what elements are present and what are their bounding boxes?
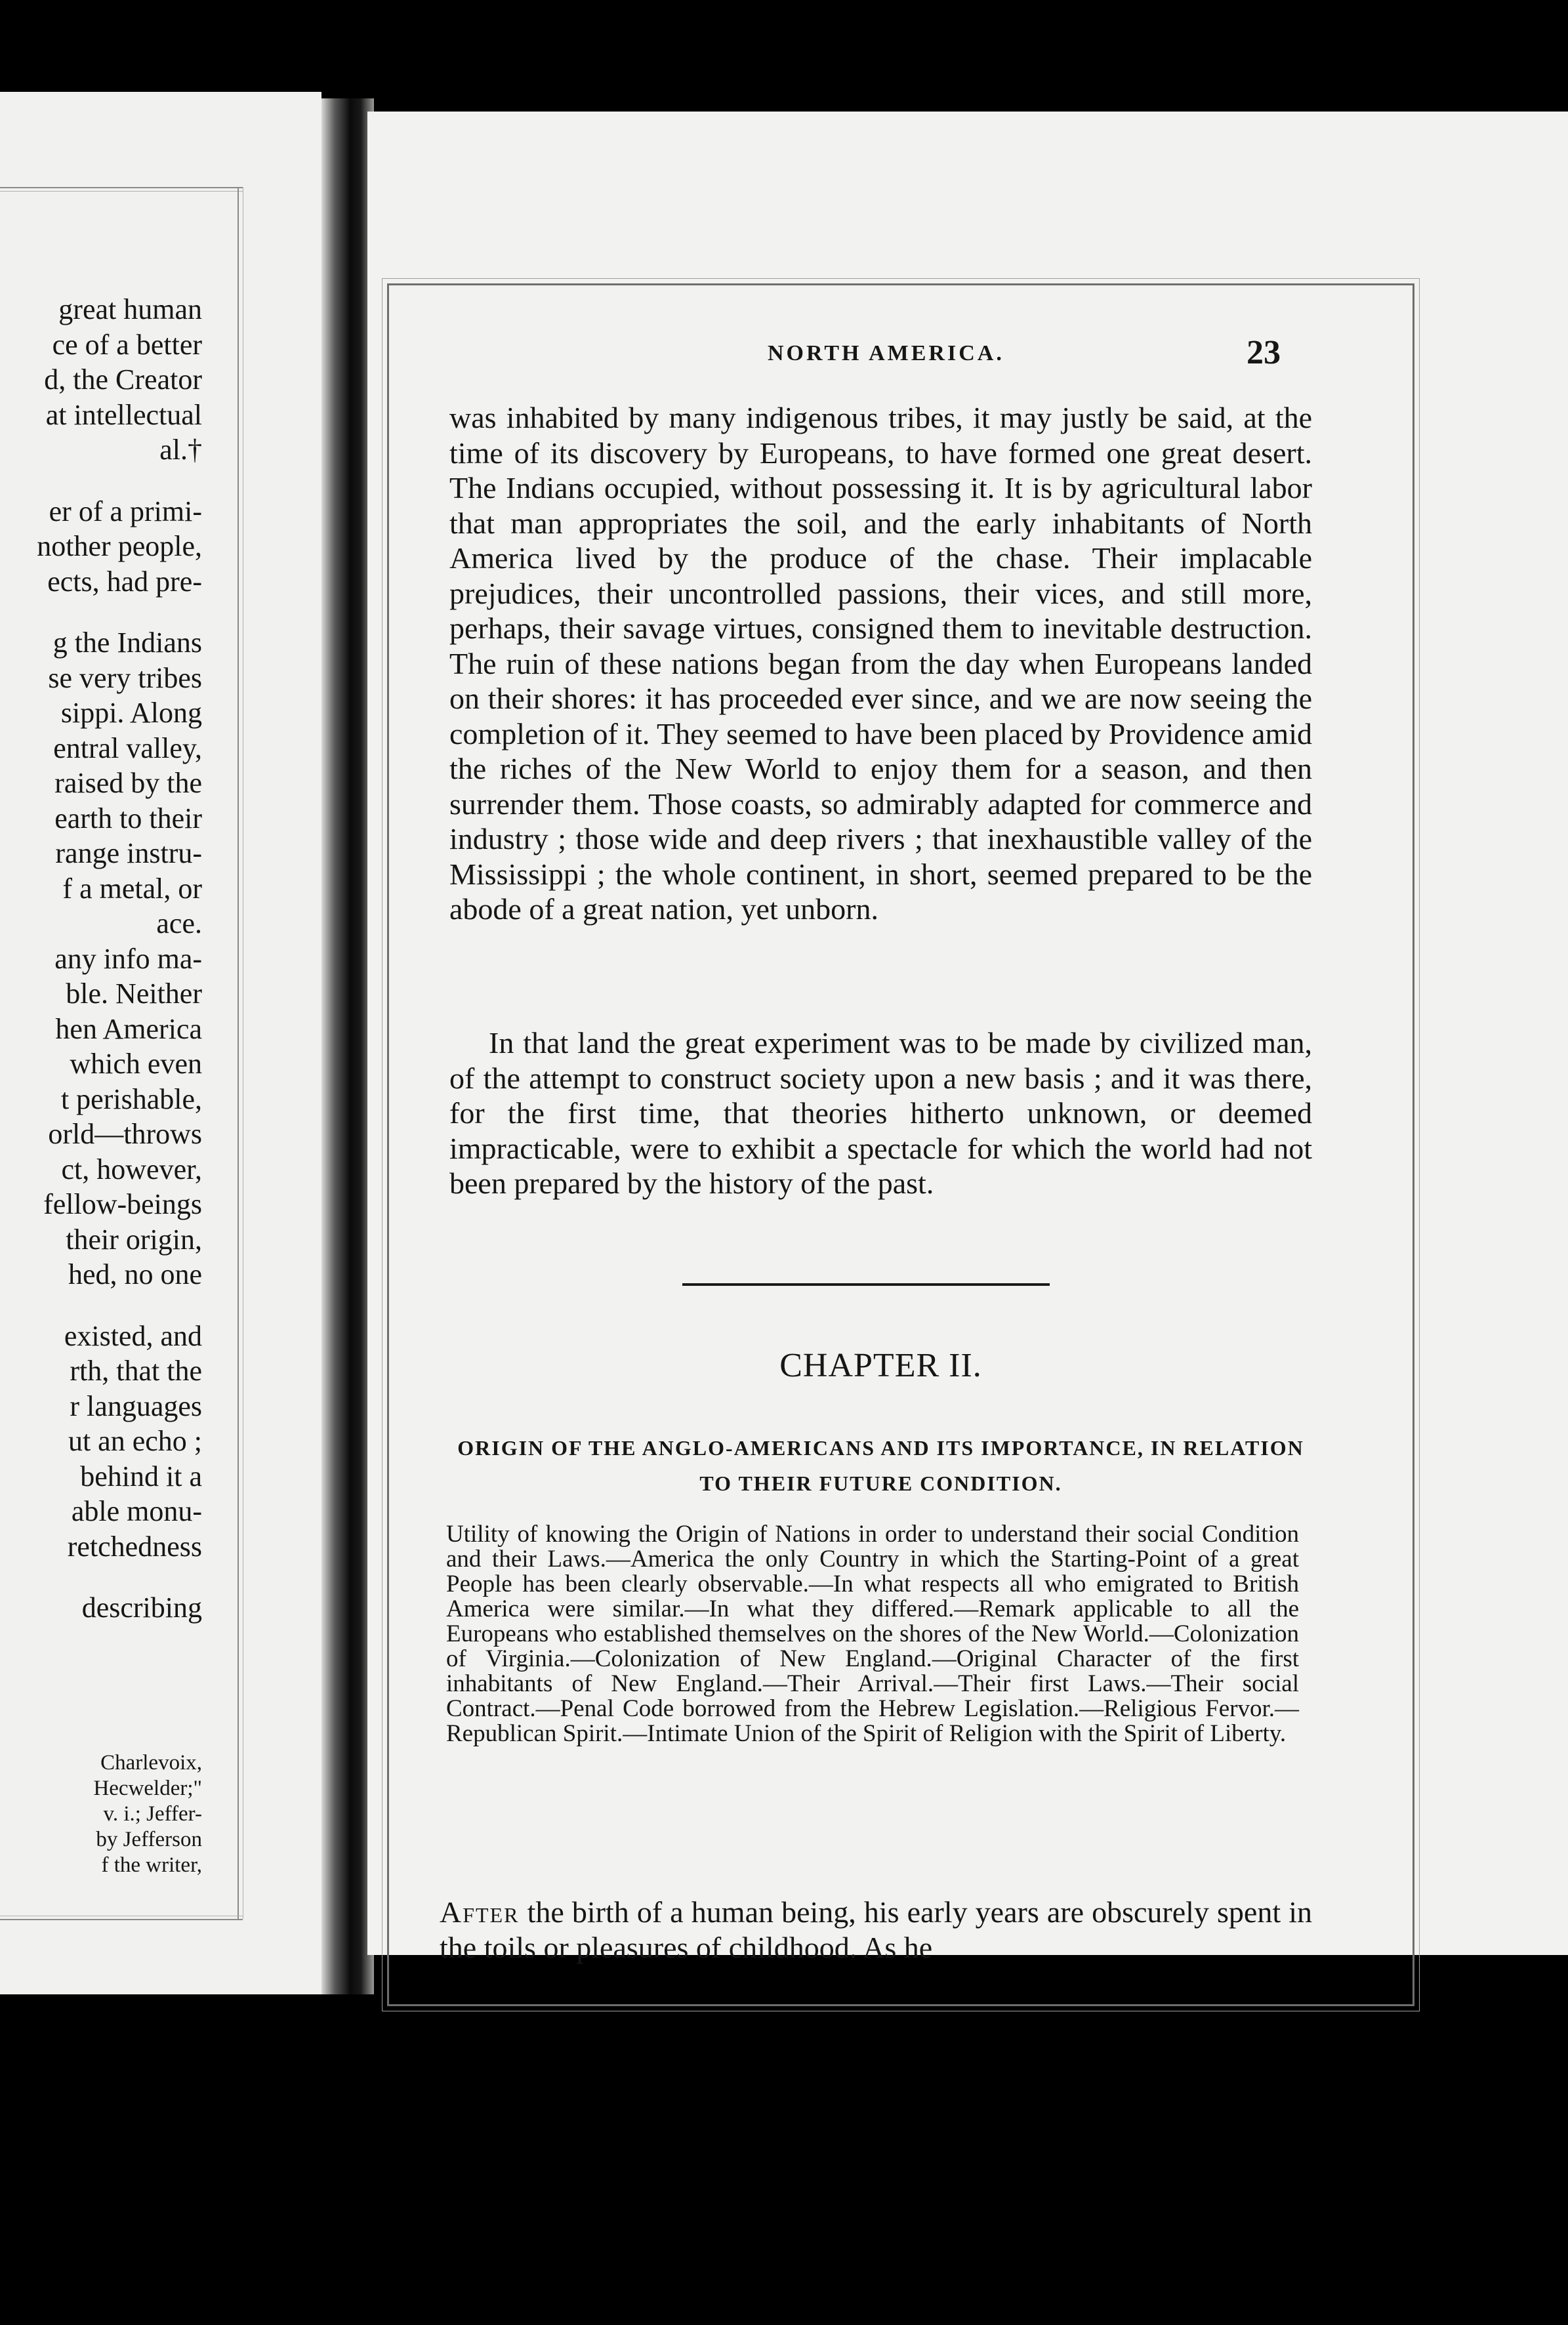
- left-page-line: se very tribes: [48, 661, 202, 694]
- left-page-line: ble. Neither: [66, 977, 202, 1010]
- left-page-line: f a metal, or: [62, 872, 202, 905]
- left-page-line: r languages: [70, 1389, 202, 1422]
- left-page-line: ut an echo ;: [68, 1425, 202, 1457]
- left-page-line: hen America: [55, 1012, 202, 1045]
- chapter-opening-paragraph: [440, 1895, 1312, 1965]
- opening-text: the birth of a human being, his early years are obscurely spent in the toils or pleasures of childhood. As he: [440, 1895, 1313, 1964]
- body-paragraph-1: was inhabited by many indigenous tribes, it may justly be said, at the time of its discovery by Europeans, to have formed one great desert. The Indians occupied, without possessing it. It is by agricultural labor that man appropriates the soil, and the early inhabitants of North America lived by the produce of the chase. Their implacable prejudices, their uncontrolled passions, their vices, and still more, perhaps, their savage virtues, consigned them to inevitable destruction. The ruin of these nations began from the day when Europeans landed on their shores: it has proceeded ever since, and we are now seeing the completion of it. They seemed to have been placed by Providence amid the riches of the New World to enjoy them for a season, and then surrender them. Those coasts, so admirably adapted for commerce and industry ; those wide and deep rivers ; that inexhaustible valley of the Mississippi ; the whole continent, in short, seemed prepared to be the abode of a great nation, yet unborn.: [449, 401, 1312, 926]
- left-page-line: rth, that the: [70, 1355, 202, 1387]
- left-page-line: ects, had pre-: [47, 565, 202, 598]
- left-page-line: at intellectual: [45, 398, 202, 431]
- left-page-line: which even: [70, 1048, 202, 1080]
- left-page-line: sippi. Along: [60, 697, 202, 729]
- left-page-line: existed, and: [64, 1319, 202, 1352]
- book-gutter: [321, 98, 374, 1994]
- left-page-line: d, the Creator: [44, 363, 202, 396]
- left-page-line: ce of a better: [52, 328, 202, 361]
- left-page-footnote-line: Charlevoix,: [100, 1751, 202, 1775]
- left-page-footnote-line: v. i.; Jeffer-: [103, 1802, 202, 1826]
- left-page-line: behind it a: [80, 1460, 202, 1492]
- left-page-line: al.†: [159, 434, 202, 466]
- chapter-summary: Utility of knowing the Origin of Nations in order to understand their social Condition and their Laws.—America the only Country in which the Starting-Point of a great People has been clearly observable.—In what respects all who emigrated to British America were similar.—In what they differed.—Remark applicable to all the Europeans who established themselves on the shores of the New World.—Colonization of Virginia.—Colonization of New England.—Original Character of the first inhabitants of New England.—Their Arrival.—Their first Laws.—Their social Contract.—Penal Code borrowed from the Hebrew Legislation.—Religious Fervor.—Republican Spirit.—Intimate Union of the Spirit of Religion with the Spirit of Liberty.: [446, 1521, 1299, 1747]
- left-page-frame-bottom: [0, 1916, 243, 1920]
- chapter-divider-rule: [682, 1283, 1050, 1286]
- left-page-line: earth to their: [54, 802, 202, 834]
- left-page-line: great human: [58, 293, 202, 325]
- running-head: NORTH AMERICA.: [768, 341, 1004, 365]
- left-page-line: describing: [81, 1592, 202, 1624]
- chapter-title: CHAPTER II.: [779, 1347, 982, 1384]
- left-page-line: hed, no one: [68, 1258, 202, 1290]
- left-page-line: able monu-: [71, 1495, 202, 1527]
- body-paragraph-2: In that land the great experiment was to be made by civilized man, of the attempt to construct society upon a new basis ; and it was there, for the first time, that theories hitherto unknown, or deemed impracticable, were to exhibit a spectacle for which the world had not been prepared by the history of the past.: [449, 1026, 1312, 1200]
- left-page-line: any info ma-: [54, 942, 202, 975]
- left-page-footnote-line: f the writer,: [101, 1853, 202, 1877]
- left-page-line: orld—throws: [48, 1118, 202, 1150]
- left-page-frame-right: [237, 187, 243, 1919]
- left-page: [0, 92, 321, 1994]
- chapter-heading: ORIGIN OF THE ANGLO-AMERICANS AND ITS IMPORTANCE, IN RELATION TO THEIR FUTURE CONDITION.: [457, 1436, 1304, 1495]
- left-page-line: t perishable,: [60, 1082, 202, 1115]
- left-page-line: ct, however,: [61, 1153, 202, 1185]
- left-page-line: raised by the: [54, 767, 202, 799]
- left-page-line: range instru-: [55, 837, 202, 869]
- left-page-line: ace.: [156, 907, 202, 939]
- left-page-frame-top: [0, 187, 243, 192]
- left-page-line: fellow-beings: [43, 1188, 202, 1220]
- left-page-line: er of a primi-: [49, 495, 202, 527]
- left-page-line: their origin,: [66, 1223, 202, 1256]
- opening-word: After: [440, 1895, 520, 1929]
- page-number: 23: [1247, 334, 1281, 371]
- left-page-footnote-line: Hecwelder;": [93, 1777, 202, 1800]
- left-page-line: g the Indians: [52, 627, 202, 659]
- left-page-line: entral valley,: [53, 731, 202, 764]
- left-page-line: retchedness: [67, 1530, 202, 1563]
- left-page-line: nother people,: [37, 530, 202, 562]
- left-page-footnote-line: by Jefferson: [96, 1828, 202, 1851]
